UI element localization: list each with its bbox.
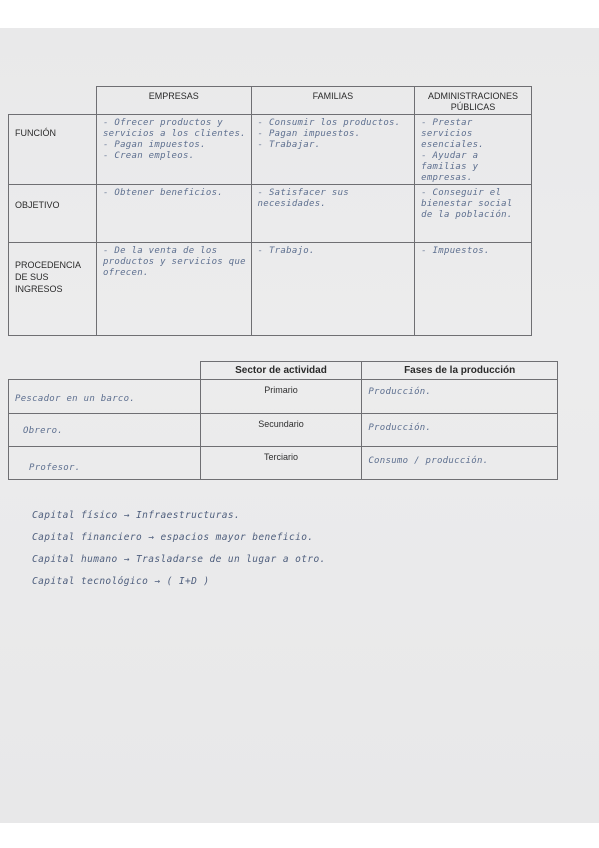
row-label-funcion: FUNCIÓN <box>9 115 97 185</box>
cell-funcion-administraciones: - Prestar servicios esenciales. - Ayudar a familias y empresas. <box>415 115 532 185</box>
cell-funcion-familias: - Consumir los productos. - Pagan impuestos. - Trabajar. <box>251 115 415 185</box>
cell-procedencia-familias: - Trabajo. <box>251 243 415 336</box>
job-obrero: Obrero. <box>9 414 201 447</box>
header-empresas: EMPRESAS <box>96 87 251 115</box>
worksheet-page <box>0 28 599 823</box>
sector-secundario: Secundario <box>200 414 362 447</box>
fase-row-1: Producción. <box>362 380 558 414</box>
job-profesor: Profesor. <box>9 447 201 480</box>
row-label-objetivo: OBJETIVO <box>9 185 97 243</box>
capital-notes <box>32 510 326 598</box>
note-capital-financiero: Capital financiero → espacios mayor beneficio. <box>32 532 314 543</box>
production-sectors-table <box>8 361 558 480</box>
header-fases: Fases de la producción <box>362 362 558 380</box>
note-capital-humano: Capital humano → Trasladarse de un lugar a otro. <box>32 554 326 565</box>
cell-funcion-empresas: - Ofrecer productos y servicios a los clientes. - Pagan impuestos. - Crean empleos. <box>96 115 251 185</box>
cell-objetivo-administraciones: - Conseguir el bienestar social de la población. <box>415 185 532 243</box>
sector-terciario: Terciario <box>200 447 362 480</box>
fase-row-2: Producción. <box>362 414 558 447</box>
corner-cell <box>9 87 97 115</box>
fase-row-3: Consumo / producción. <box>362 447 558 480</box>
cell-procedencia-administraciones: - Impuestos. <box>415 243 532 336</box>
cell-procedencia-empresas: - De la venta de los productos y servicios que ofrecen. <box>96 243 251 336</box>
economic-agents-table <box>8 86 532 336</box>
job-pescador: Pescador en un barco. <box>9 380 201 414</box>
corner-cell-2 <box>9 362 201 380</box>
header-familias: FAMILIAS <box>251 87 415 115</box>
header-sector: Sector de actividad <box>200 362 362 380</box>
cell-objetivo-empresas: - Obtener beneficios. <box>96 185 251 243</box>
sector-primario: Primario <box>200 380 362 414</box>
note-capital-fisico: Capital físico → Infraestructuras. <box>32 510 241 521</box>
row-label-procedencia: PROCEDENCIA DE SUS INGRESOS <box>9 243 97 336</box>
note-capital-tecnologico: Capital tecnológico → ( I+D ) <box>32 576 210 587</box>
header-administraciones: ADMINISTRACIONES PÚBLICAS <box>415 87 532 115</box>
cell-objetivo-familias: - Satisfacer sus necesidades. <box>251 185 415 243</box>
